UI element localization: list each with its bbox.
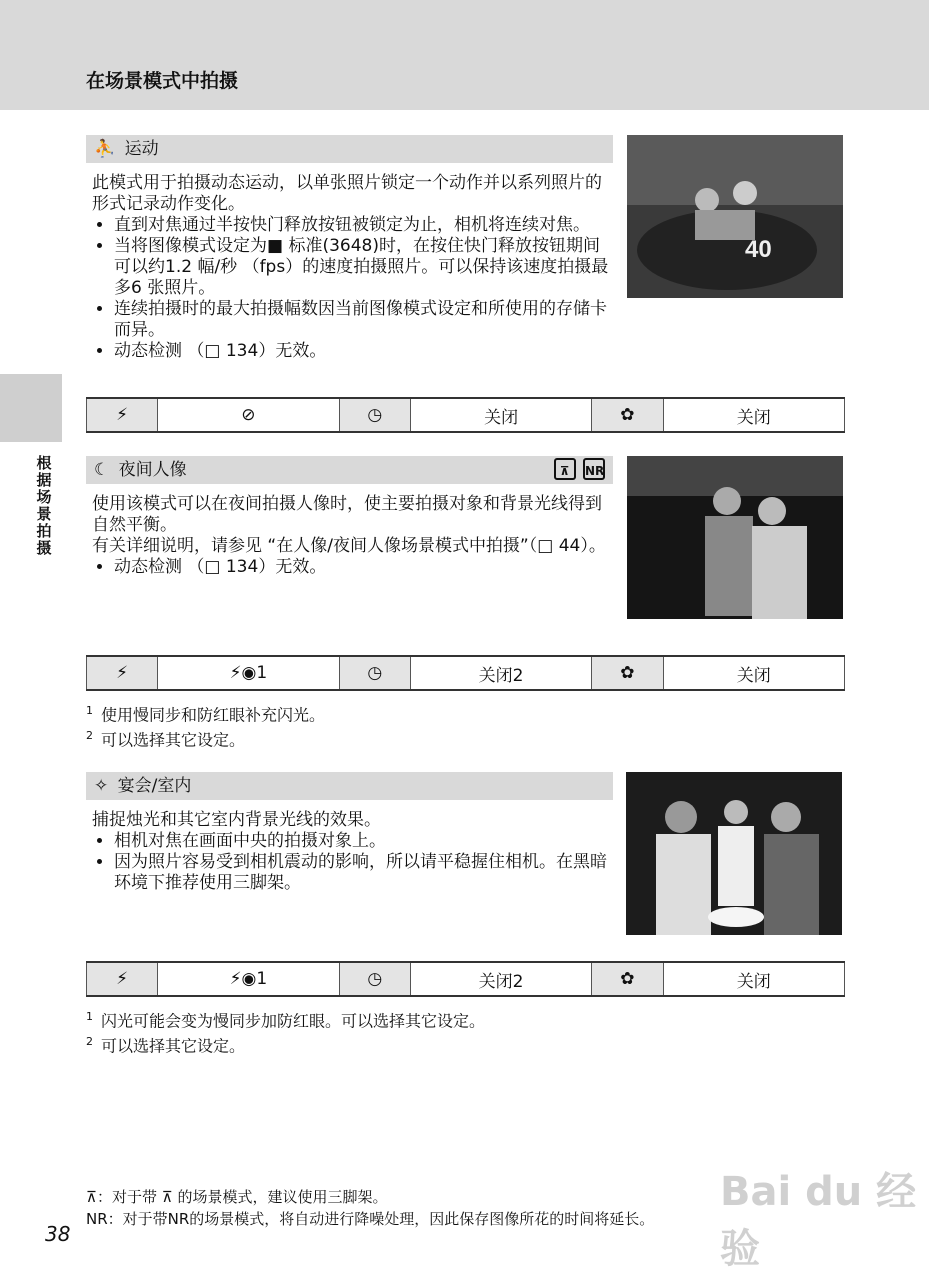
- svg-text:40: 40: [745, 236, 772, 263]
- list-item: • 因为照片容易受到相机震动的影响，所以请平稳握住相机。在黑暗环境下推荐使用三脚架。: [114, 852, 612, 894]
- party-indoor-photo: [626, 772, 842, 935]
- section-body: [86, 810, 612, 894]
- section-header: [86, 772, 613, 800]
- section-sports: [86, 135, 613, 362]
- self-timer-icon: ◷: [339, 398, 410, 432]
- flash-value: ⚡◉1: [158, 656, 339, 690]
- self-timer-value: 关闭2: [410, 656, 591, 690]
- list-item: • 动态检测 （□ 134）无效。: [114, 341, 612, 362]
- flash-value: ⚡◉1: [158, 962, 339, 996]
- macro-value: 关闭: [663, 962, 845, 996]
- section-night-portrait: [86, 456, 613, 578]
- night-portrait-photo: [627, 456, 843, 619]
- party-indoor-notes: [86, 1006, 485, 1057]
- list-item: • 动态检测 （□ 134）无效。: [114, 557, 612, 578]
- section-intro: 捕捉烛光和其它室内背景光线的效果。: [92, 810, 381, 830]
- section-intro: 此模式用于拍摄动态运动，以单张照片锁定一个动作并以系列照片的形式记录动作变化。: [92, 173, 602, 214]
- party-indoor-icon: ✧: [94, 776, 109, 796]
- section-title: 夜间人像: [118, 460, 187, 480]
- side-label: 根据场景拍摄: [36, 454, 52, 557]
- sports-mode-icon: ⛹: [94, 139, 116, 159]
- macro-value: 关闭: [663, 656, 845, 690]
- noise-reduction-note: NR：对于带NR的场景模式，将自动进行降噪处理，因此保存图像所花的时间将延长。: [86, 1210, 655, 1228]
- night-portrait-icon: ☾: [94, 460, 110, 480]
- night-portrait-settings-table: [86, 655, 845, 691]
- section-body: [86, 494, 612, 578]
- self-timer-icon: ◷: [339, 656, 410, 690]
- party-indoor-settings-table: [86, 961, 845, 997]
- page-number: 38: [45, 1222, 71, 1246]
- section-party-indoor: [86, 772, 613, 894]
- self-timer-value: 关闭: [410, 398, 591, 432]
- self-timer-icon: ◷: [339, 962, 410, 996]
- section-header: [86, 456, 613, 484]
- list-item: • 直到对焦通过半按快门释放按钮被锁定为止，相机将连续对焦。: [114, 215, 612, 236]
- baidu-watermark: Bai du 经验: [720, 1169, 917, 1272]
- section-title: 宴会/室内: [117, 776, 192, 796]
- macro-icon: ✿: [592, 656, 663, 690]
- footer-notes: [86, 1186, 654, 1230]
- list-item: • 当将图像模式设定为■ 标准(3648)时，在按住快门释放按钮期间可以约1.2 幅/秒 （fps）的速度拍摄照片。可以保持该速度拍摄最多6 张照片。: [114, 236, 612, 299]
- sports-photo: [627, 135, 843, 298]
- section-title: 运动: [124, 139, 159, 159]
- note-item: $^2$ 可以选择其它设定。: [86, 729, 246, 750]
- side-tab: [0, 374, 62, 442]
- tripod-icon: ⊼: [554, 458, 576, 480]
- flash-value: ⊘: [158, 398, 339, 432]
- list-item: • 连续拍摄时的最大拍摄幅数因当前图像模式设定和所使用的存储卡而异。: [114, 299, 612, 341]
- macro-icon: ✿: [592, 962, 663, 996]
- night-portrait-notes: [86, 700, 325, 751]
- noise-reduction-icon: NR: [583, 458, 605, 480]
- flash-icon: ⚡: [87, 656, 158, 690]
- page-header: [0, 0, 929, 110]
- self-timer-value: 关闭2: [410, 962, 591, 996]
- sports-settings-table: [86, 397, 845, 433]
- section-intro: 使用该模式可以在夜间拍摄人像时，使主要拍摄对象和背景光线得到自然平衡。: [92, 494, 602, 535]
- section-reference: 有关详细说明，请参见 “在人像/夜间人像场景模式中拍摄”（□ 44）。: [92, 536, 606, 556]
- macro-icon: ✿: [592, 398, 663, 432]
- list-item: • 相机对焦在画面中央的拍摄对象上。: [114, 831, 612, 852]
- note-item: $^1$ 闪光可能会变为慢同步加防红眼。可以选择其它设定。: [86, 1010, 486, 1031]
- tripod-note: ⊼：对于带 ⊼ 的场景模式，建议使用三脚架。: [86, 1188, 388, 1206]
- note-item: $^2$ 可以选择其它设定。: [86, 1035, 246, 1056]
- section-header: [86, 135, 613, 163]
- flash-icon: ⚡: [87, 398, 158, 432]
- section-body: [86, 173, 612, 362]
- note-item: $^1$ 使用慢同步和防红眼补充闪光。: [86, 704, 326, 725]
- flash-icon: ⚡: [87, 962, 158, 996]
- macro-value: 关闭: [663, 398, 845, 432]
- page-title: 在场景模式中拍摄: [86, 70, 239, 92]
